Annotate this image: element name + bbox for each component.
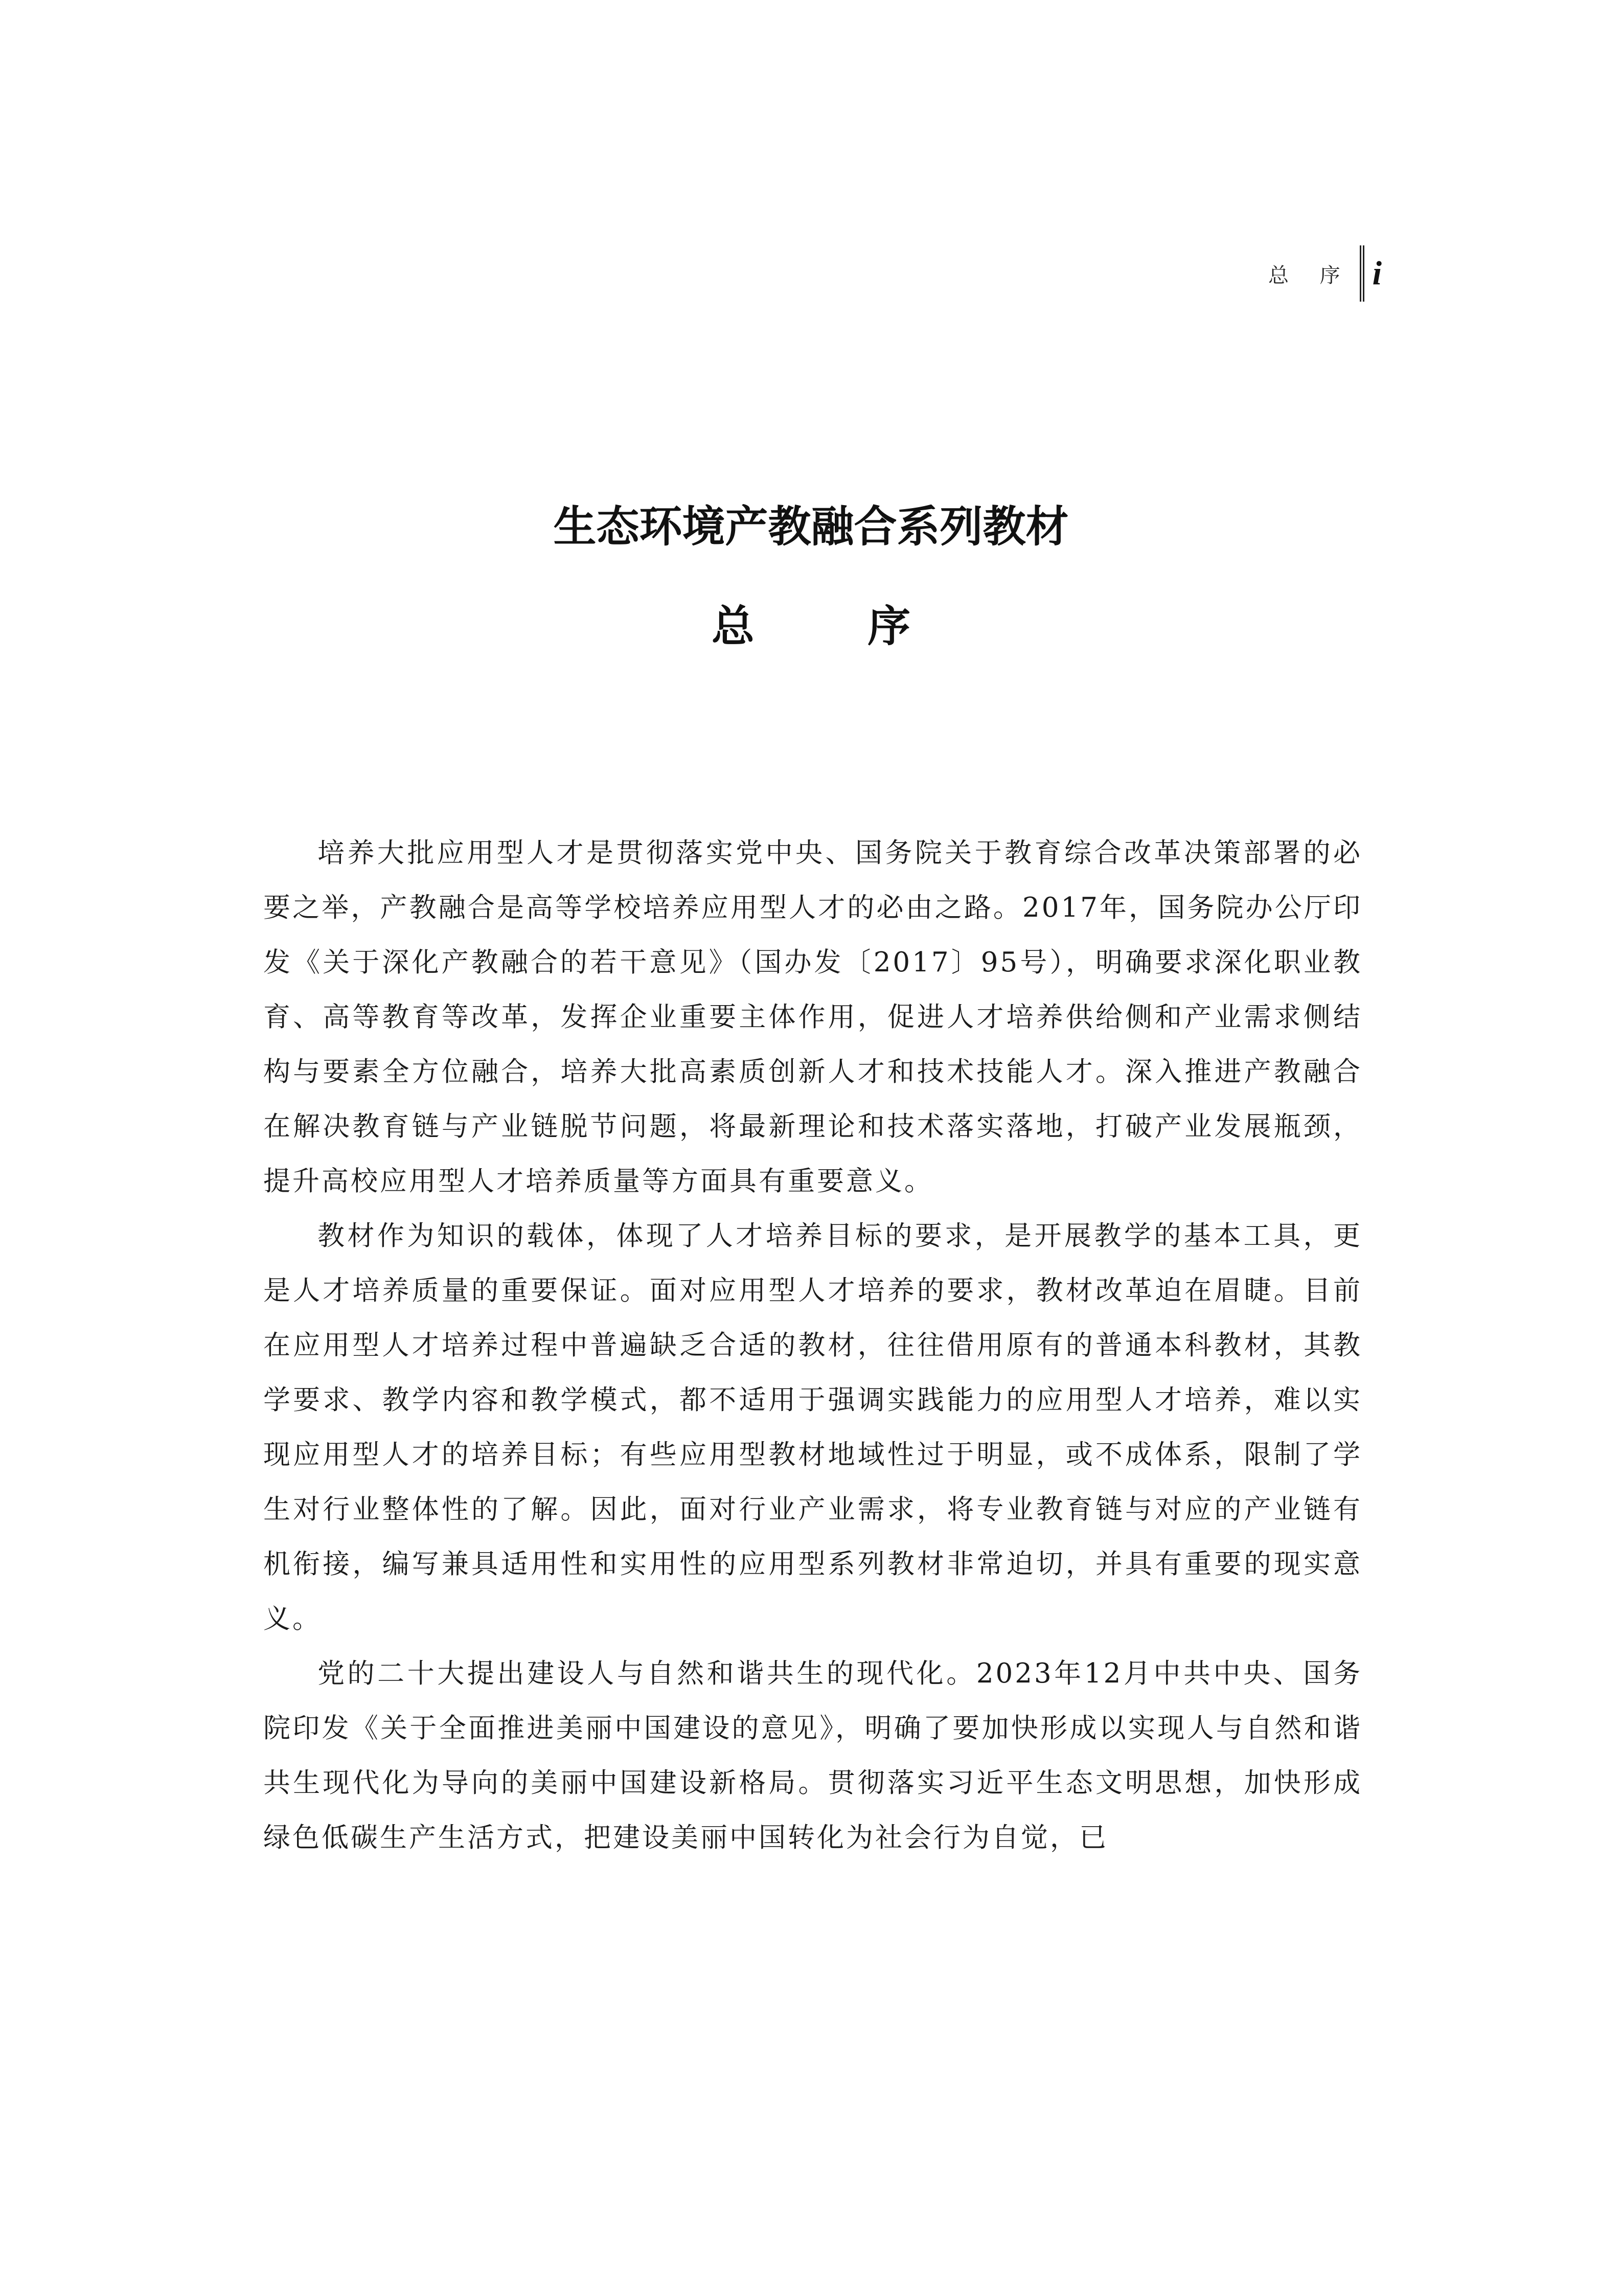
body-text [263, 826, 1362, 1865]
preface-title-text: 总 序 [711, 601, 960, 651]
paragraph-1: 培养大批应用型人才是贯彻落实党中央、国务院关于教育综合改革决策部署的必要之举，产教融合是高等学校培养应用型人才的必由之路。2017年，国务院办公厅印发《关于深化产教融合的若干意见》（国办发〔2017〕95号），明确要求深化职业教育、高等教育等改革，发挥企业重要主体作用，促进人才培养供给侧和产业需求侧结构与要素全方位融合，培养大批高素质创新人才和技术技能人才。深入推进产教融合在解决教育链与产业链脱节问题，将最新理论和技术落实落地，打破产业发展瓶颈，提升高校应用型人才培养质量等方面具有重要意义。 [263, 837, 1362, 1197]
header-double-rule [1360, 245, 1364, 302]
paragraph-2: 教材作为知识的载体，体现了人才培养目标的要求，是开展教学的基本工具，更是人才培养质量的重要保证。面对应用型人才培养的要求，教材改革迫在眉睫。目前在应用型人才培养过程中普遍缺乏合适的教材，往往借用原有的普通本科教材，其教学要求、教学内容和教学模式，都不适用于强调实践能力的应用型人才培养，难以实现应用型人才的培养目标；有些应用型教材地域性过于明显，或不成体系，限制了学生对行业整体性的了解。因此，面对行业产业需求，将专业教育链与对应的产业链有机衔接，编写兼具适用性和实用性的应用型系列教材非常迫切，并具有重要的现实意义。 [263, 1220, 1362, 1634]
series-title: 生态环境产教融合系列教材 [553, 502, 1069, 552]
paragraph-3: 党的二十大提出建设人与自然和谐共生的现代化。2023年12月中共中央、国务院印发《关于全面推进美丽中国建设的意见》，明确了要加快形成以实现人与自然和谐共生现代化为导向的美丽中国建设新格局。贯彻落实习近平生态文明思想，加快形成绿色低碳生产生活方式，把建设美丽中国转化为社会行为自觉，已 [263, 1658, 1362, 1853]
preface-title [0, 598, 1622, 654]
running-header-section: 总 序 [1268, 263, 1353, 287]
page-number: i [1372, 255, 1382, 292]
running-header [1268, 245, 1382, 302]
